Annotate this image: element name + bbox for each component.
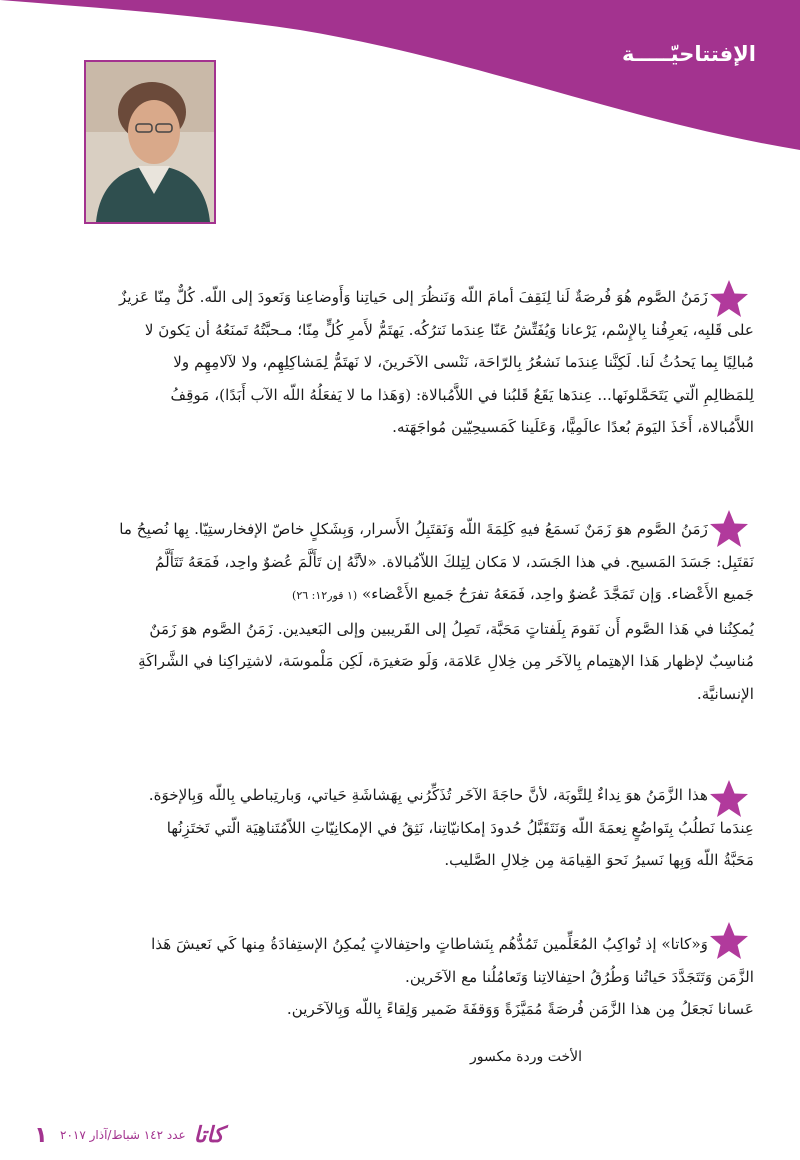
text-line: نَقتَبِل: جَسَدَ المَسيح. في هذا الجَسَد، لا مَكان لِتِلكَ اللاّمُبالاة. «لأنَّهُ إن تَأَلَّمَ عُضوٌ واحِد، فَمَعَهُ تَتَأَلَّمُ bbox=[155, 552, 754, 571]
page-title: الإفتتاحيّـــــة bbox=[622, 42, 756, 66]
scripture-reference: (١ قور١٢: ٢٦) bbox=[292, 589, 358, 602]
text-line: عَسانا نَجعَلُ مِن هذا الزَّمَن فُرصَةً مُمَيَّزَةً وَوَقفَةَ ضَمير وَلِقاءً بِاللّه وَبِالآخَرين. bbox=[286, 1000, 754, 1018]
text-line: عِندَما نَطلُبُ بِتَواضُعٍ نِعمَةَ اللّه وَنَتَقَبَّلُ حُدودَ إمكانيّاتِنا، نَثِقُ في الإمكانِيّاتِ اللاّمُتَناهِيَة الّتي تَختَزِنُها bbox=[166, 818, 754, 837]
editorial-paragraph-1 bbox=[52, 281, 754, 444]
text-line: زَمَنُ الصَّوم هُوَ فُرصَةٌ لَنا لِنَقِفَ أمامَ اللّه وَنَنظُرَ إلى حَياتِنا وَأَوضاعِنا وَنَعودَ إلى اللّه. كُلٌّ مِنّا عَزيزٌ bbox=[119, 288, 708, 306]
text-line: وَ«كاتا» إذ تُواكِبُ المُعَلِّمين تَمُدُّهُم بِنَشاطاتٍ واحتِفالاتٍ يُمكِنُ الإستِفادَةُ مِنها كَي نَعيشَ هَذا bbox=[151, 935, 708, 953]
text-line: الإنسانيَّة. bbox=[696, 684, 754, 703]
page-number: ١ bbox=[34, 1122, 48, 1148]
author-signature: الأخت وردة مكسور bbox=[470, 1049, 582, 1065]
text-line bbox=[52, 578, 754, 613]
text-line: هذا الزَّمَنُ هوَ نِداءٌ لِلتَّوبَة، لأنَّ حاجَةَ الآخَر تُذَكِّرُني بِهَشاشَةِ حَياتي، وَبارتِباطي بِاللّه وَبِالإخوَة. bbox=[148, 786, 708, 804]
text-line: يُمكِنُنا في هَذا الصَّوم أَن نَقومَ بِلَفتاتٍ مَحَبَّة، تَصِلُ إلى القَريبين وإلى البَعيدين. زَمَنُ الصَّوم هوَ زَمَنٌ bbox=[149, 619, 754, 638]
editorial-paragraph-4 bbox=[52, 928, 754, 1026]
text-line: مُبالِيًا بِما يَحدُثُ لَنا. لَكِنَّنا عِندَما نَشعُرُ بِالرّاحَة، نَنْسى الآخَرينَ، لا نَهتَمُّ لِمَشاكِلِهِم، ولا لآلامِهِم ولا bbox=[173, 353, 754, 371]
text-line: مُناسِبٌ لإظهار هَذا الإهتِمام بِالآخَر مِن خِلالِ عَلامَة، وَلَو صَغيرَة، لَكِن مَلْموسَة، لاشتِراكِنا في الشَّراكَةِ bbox=[138, 652, 754, 670]
brand-logo: كاتا bbox=[193, 1122, 224, 1148]
text-line: لِلمَظالِمِ الّتي يَتَحَمَّلونَها... عِندَها يَقَعُ قَلبُنا في اللاَّمُبالاة: (وَهَذا ما لا يَفعَلُهُ اللّه الآب أَبَدًا)، مَوقِفُ bbox=[170, 385, 754, 404]
page-footer bbox=[30, 1120, 224, 1150]
text-line: الزَّمَن وَتَتَجَدَّدَ حَياتُنا وَطُرُقُ احتِفالاتِنا وَتَعامُلُنا مع الآخَرين. bbox=[405, 967, 754, 986]
scripture-quote: جَميع الأَعْضاء. وَإن تَمَجَّدَ عُضوٌ واحِد، فَمَعَهُ تفرَحُ جَميع الأَعْضاء» bbox=[362, 585, 754, 603]
editorial-paragraph-2 bbox=[52, 513, 754, 710]
text-line: زَمَنُ الصَّوم هوَ زَمَنٌ نَسمَعُ فيهِ كَلِمَةَ اللّه وَنَقتَبِلُ الأَسرار، وَبِشَكلٍ خاصّ الإفخارستِيّا. بِها نُصبِحُ ما bbox=[119, 520, 708, 538]
text-line: مَحَبَّةُ اللّه وَبِها نَسيرُ نَحوَ القِيامَة مِن خِلالِ الصَّليب. bbox=[444, 851, 754, 869]
issue-info: عدد ١٤٢ شباط/آذار ٢٠١٧ bbox=[60, 1128, 186, 1142]
editorial-paragraph-3 bbox=[52, 779, 754, 877]
text-line: اللاَّمُبالاة، أَخَذَ اليَومَ بُعدًا عالَمِيًّا، وَعَلَينا كَمَسيحِيّين مُواجَهَته. bbox=[392, 418, 754, 436]
text-line: على قَلبِه، يَعرِفُنا بِالإِسْم، يَرْعانا وَيُفَتِّشُ عَنّا عِندَما نَترُكُه. يَهتَمُّ لأَمرِ كُلٍّ مِنّا؛ مـحبَّتُهُ تَمنَعُهُ أن يَكونَ لا bbox=[144, 320, 754, 339]
author-photo bbox=[84, 60, 216, 224]
